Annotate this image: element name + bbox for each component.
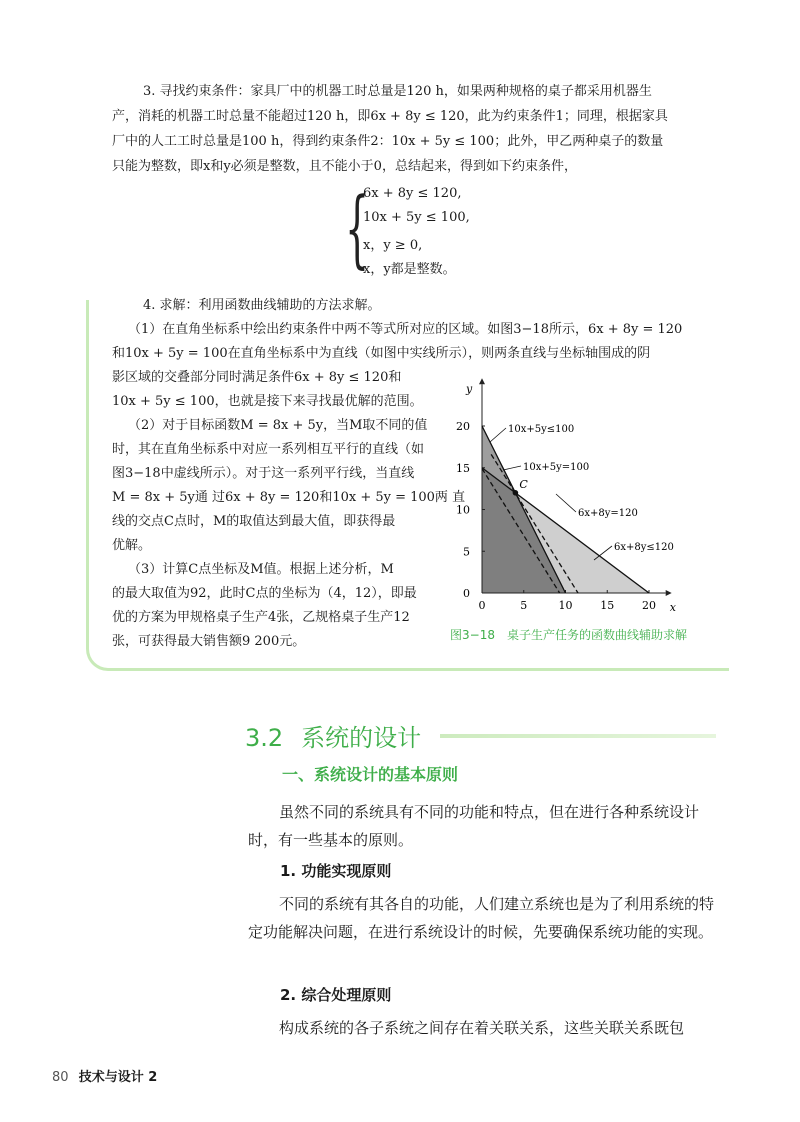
step4-left-line-4: 时，其在直角坐标系中对应一系列相互平行的直线（如 bbox=[112, 442, 425, 457]
step4-left-line-3: （2）对于目标函数M = 8x + 5y，当M取不同的值 bbox=[128, 418, 428, 433]
x-axis-label: x bbox=[669, 601, 676, 614]
step4-left-line-9: （3）计算C点坐标及M值。根据上述分析，M bbox=[128, 562, 394, 577]
figure-caption: 图3−18 桌子生产任务的函数曲线辅助求解 bbox=[450, 628, 687, 642]
annotation-label-3: 6x+8y=120 bbox=[578, 508, 638, 519]
constraint-chart bbox=[446, 372, 716, 622]
point-c-label: C bbox=[519, 477, 528, 491]
constraint-4: x，y都是整数。 bbox=[363, 262, 456, 277]
section-number: 3.2 bbox=[245, 724, 284, 752]
step3-line-3: 厂中的人工工时总量是100 h，得到约束条件2：10x + 5y ≤ 100；此外，甲乙两种桌子的数量 bbox=[112, 134, 664, 149]
principle-2-paragraph: 构成系统的各子系统之间存在着关联关系，这些关联关系既包 bbox=[279, 1019, 685, 1037]
left-brace-icon: { bbox=[345, 179, 370, 277]
constraint-2: 10x + 5y ≤ 100, bbox=[363, 210, 470, 225]
y-tick-5: 5 bbox=[463, 545, 470, 559]
step4-left-line-11: 优的方案为甲规格桌子生产4张，乙规格桌子生产12 bbox=[112, 610, 410, 625]
intro-paragraph: 虽然不同的系统具有不同的功能和特点，但在进行各种系统设计时，有一些基本的原则。 bbox=[248, 803, 700, 849]
y-tick-15: 15 bbox=[456, 461, 470, 475]
step4-title: 4. 求解：利用函数曲线辅助的方法求解。 bbox=[143, 298, 381, 313]
annotation-label-1: 10x+5y≤100 bbox=[508, 424, 575, 435]
principle-2-heading: 2. 综合处理原则 bbox=[280, 986, 392, 1004]
subsection-title: 一、系统设计的基本原则 bbox=[282, 765, 459, 784]
step4-left-line-8: 优解。 bbox=[112, 538, 152, 553]
principle-1-heading: 1. 功能实现原则 bbox=[280, 862, 392, 880]
x-tick-15: 15 bbox=[600, 599, 615, 612]
y-axis-label: y bbox=[466, 382, 473, 396]
constraint-3: x，y ≥ 0, bbox=[363, 238, 423, 253]
annotation-label-2: 10x+5y=100 bbox=[523, 462, 590, 473]
principle-1-paragraph: 不同的系统有其各自的功能，人们建立系统也是为了利用系统的特定功能解决问题，在进行系统设计的时候，先要确保系统功能的实现。 bbox=[248, 895, 715, 941]
section-title-text: 系统的设计 bbox=[301, 724, 422, 752]
step4-left-line-10: 的最大取值为92，此时C点的坐标为（4，12），即最 bbox=[112, 586, 417, 601]
step4-p1-line-2: 和10x + 5y = 100在直角坐标系中为直线（如图中实线所示），则两条直线与坐标轴围成的阴 bbox=[112, 346, 651, 361]
section-title-rule bbox=[440, 734, 716, 738]
section-title bbox=[245, 718, 421, 753]
step3-line-2: 产，消耗的机器工时总量不能超过120 h，即6x + 8y ≤ 120，此为约束条件1；同理，根据家具 bbox=[112, 109, 668, 124]
y-tick-10: 10 bbox=[456, 503, 470, 517]
step4-p1-line-1: （1）在直角坐标系中绘出约束条件中两不等式所对应的区域。如图3−18所示，6x + 8y = 120 bbox=[128, 322, 683, 337]
step4-left-line-6: M = 8x + 5y通 过6x + 8y = 120和10x + 5y = 100两 直 bbox=[112, 490, 466, 505]
x-tick-20: 20 bbox=[642, 599, 656, 612]
y-tick-20: 20 bbox=[456, 420, 470, 433]
step4-left-line-2: 10x + 5y ≤ 100，也就是接下来寻找最优解的范围。 bbox=[112, 394, 423, 409]
step4-left-line-7: 线的交点C点时，M的取值达到最大值，即获得最 bbox=[112, 514, 396, 529]
x-tick-5: 5 bbox=[520, 599, 528, 612]
annotation-leader-3 bbox=[556, 494, 576, 512]
annotation-label-4: 6x+8y≤120 bbox=[614, 542, 674, 553]
step3-line-1: 3. 寻找约束条件：家具厂中的机器工时总量是120 h，如果两种规格的桌子都采用机器生 bbox=[143, 84, 652, 99]
y-tick-0: 0 bbox=[463, 587, 470, 600]
step4-left-line-1: 影区域的交叠部分同时满足条件6x + 8y ≤ 120和 bbox=[112, 370, 402, 385]
x-tick-10: 10 bbox=[558, 599, 573, 612]
y-axis-arrow-icon bbox=[479, 378, 485, 384]
page-footer bbox=[52, 1066, 157, 1085]
step4-left-line-12: 张，可获得最大销售额9 200元。 bbox=[112, 634, 306, 649]
x-tick-0: 0 bbox=[478, 599, 486, 612]
x-axis-arrow-icon bbox=[666, 590, 672, 596]
step4-left-line-5: 图3−18中虚线所示）。对于这一系列平行线，当直线 bbox=[112, 466, 415, 481]
point-c bbox=[513, 490, 519, 496]
step3-line-4: 只能为整数，即x和y必须是整数，且不能小于0，总结起来，得到如下约束条件， bbox=[112, 159, 577, 174]
page-number: 80 bbox=[52, 1070, 69, 1085]
annotation-leader-1 bbox=[490, 428, 506, 442]
constraint-1: 6x + 8y ≤ 120, bbox=[363, 186, 462, 201]
book-title: 技术与设计 2 bbox=[78, 1070, 158, 1085]
annotation-leader-2 bbox=[503, 466, 521, 470]
